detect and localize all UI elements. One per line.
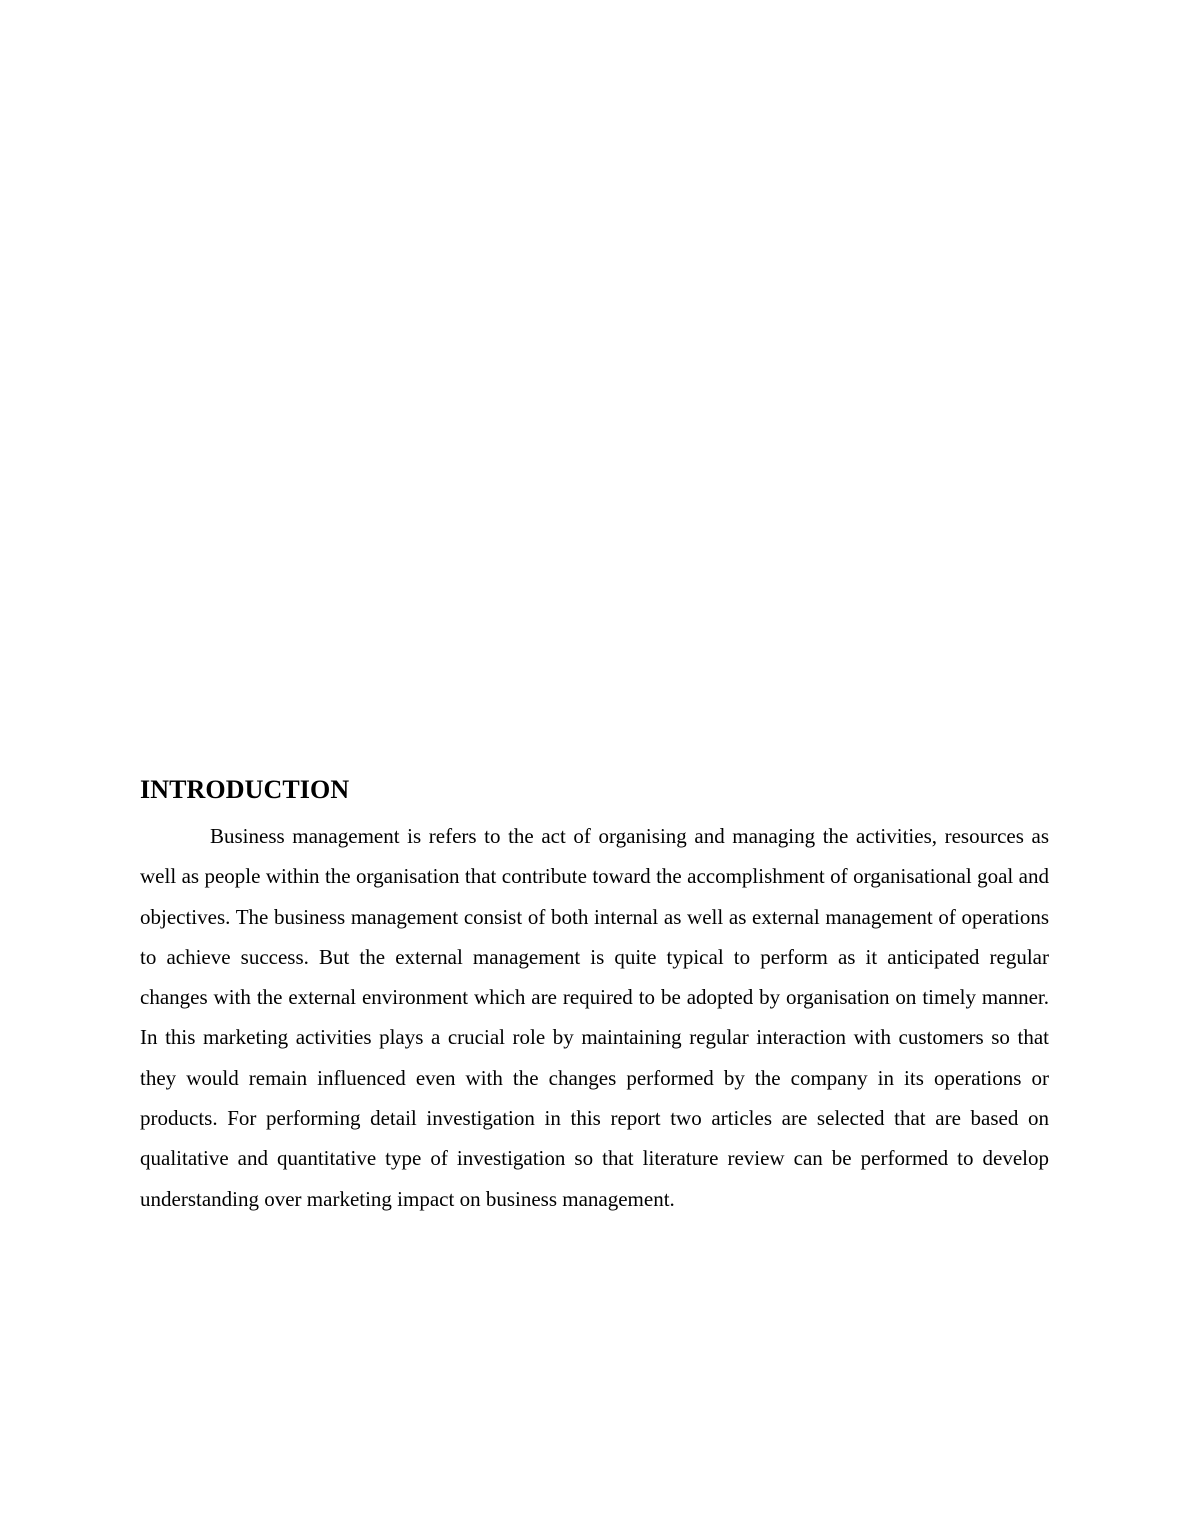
- section-heading: INTRODUCTION: [140, 775, 350, 804]
- introduction-paragraph: Business management is refers to the act of organising and managing the activities, resources as well as people within the organisation that contribute toward the accomplishment of organisational goal and objectives. The business management consist of both internal as well as external management of operations to achieve success. But the external management is quite typical to perform as it anticipated regular changes with the external environment which are required to be adopted by organisation on timely manner. In this marketing activities plays a crucial role by maintaining regular interaction with customers so that they would remain influenced even with the changes performed by the company in its operations or products. For performing detail investigation in this report two articles are selected that are based on qualitative and quantitative type of investigation so that literature review can be performed to develop understanding over marketing impact on business management.: [140, 824, 1049, 1211]
- introduction-section: [140, 772, 1049, 1219]
